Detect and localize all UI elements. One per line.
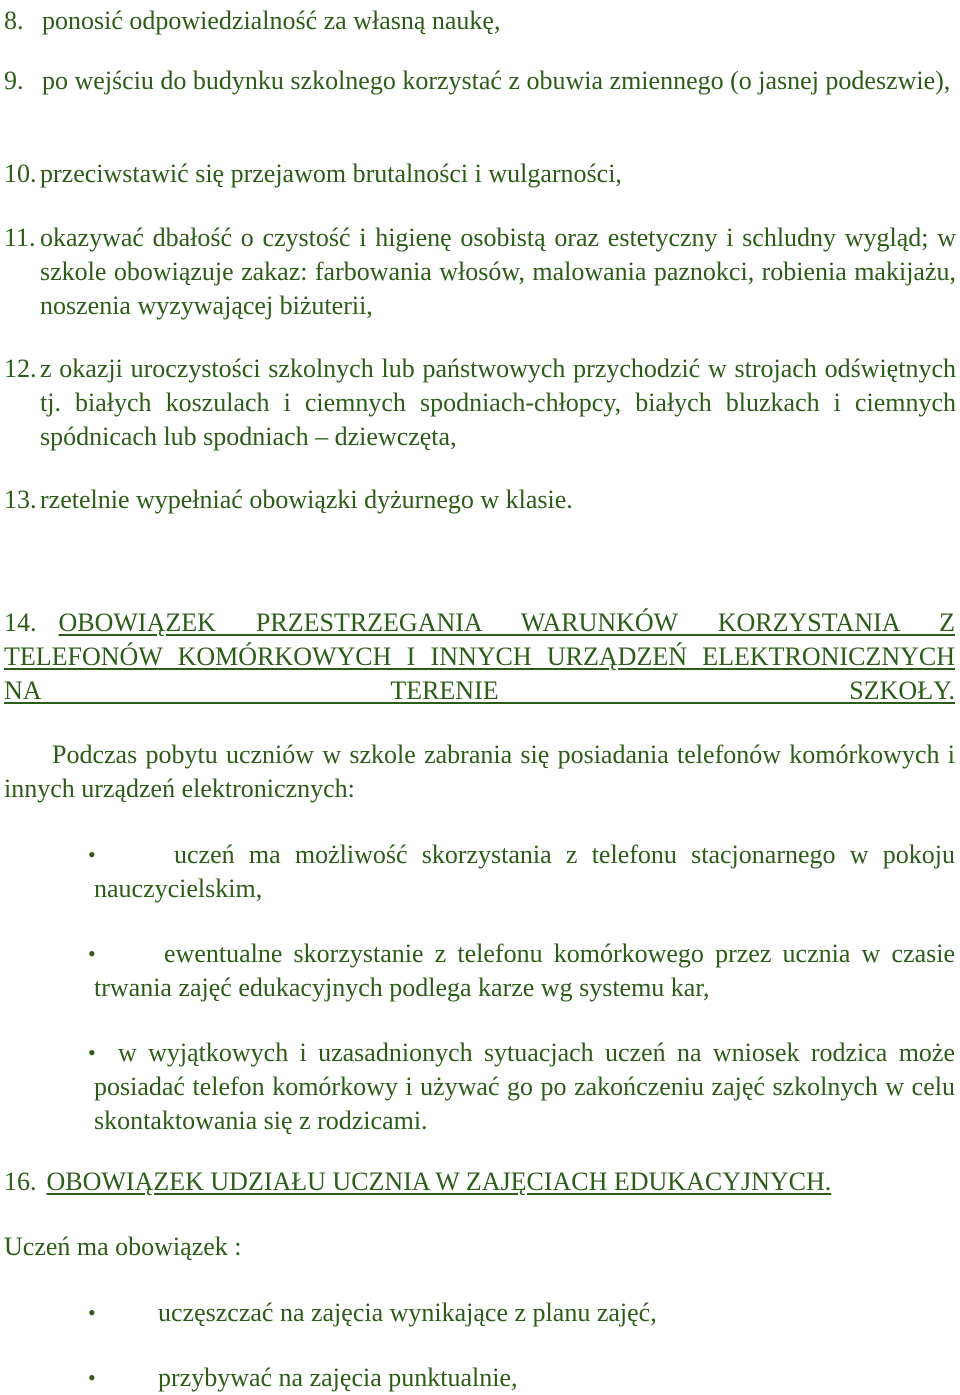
list-item-10 <box>4 157 956 191</box>
list-item-12 <box>4 352 956 454</box>
list-item-13 <box>4 483 956 517</box>
bullet-text: ewentualne skorzystanie z telefonu komórkowego przez ucznia w czasie trwania zajęć edukacyjnych podlega karze wg systemu kar, <box>94 939 955 1002</box>
list-item-11 <box>4 221 956 323</box>
list-item-9 <box>4 64 956 98</box>
section-title: OBOWIĄZEK UDZIAŁU UCZNIA W ZAJĘCIACH EDUKACYJNYCH. <box>46 1167 832 1196</box>
bullet-text: uczeń ma możliwość skorzystania z telefonu stacjonarnego w pokoju nauczycielskim, <box>94 840 955 903</box>
list-item-text: rzetelnie wypełniać obowiązki dyżurnego w klasie. <box>40 485 573 514</box>
bullet-icon: • <box>88 1300 96 1325</box>
list-item-text: po wejściu do budynku szkolnego korzystać z obuwia zmiennego (o jasnej podeszwie), <box>42 66 951 95</box>
section-14-heading <box>4 606 955 708</box>
list-item-number: 13. <box>4 485 37 514</box>
bullet-item <box>88 1296 955 1330</box>
list-item-8 <box>4 4 956 38</box>
section-16-intro: Uczeń ma obowiązek : <box>4 1232 242 1261</box>
list-item-text: przeciwstawić się przejawom brutalności i wulgarności, <box>40 159 622 188</box>
list-item-number: 9. <box>4 66 24 95</box>
bullet-text: przybywać na zajęcia punktualnie, <box>158 1363 518 1392</box>
list-item-number: 12. <box>4 354 37 383</box>
list-item-number: 10. <box>4 159 37 188</box>
list-item-text: z okazji uroczystości szkolnych lub państwowych przychodzić w strojach odświętnych tj. białych koszulach i ciemnych spodniach-chłopcy, białych bluzkach i ciemnych spódnicach lub spodniach – dziewczęta, <box>40 354 956 451</box>
section-number: 16. <box>4 1167 37 1196</box>
section-14-paragraph: Podczas pobytu uczniów w szkole zabrania się posiadania telefonów komórkowych i innych urządzeń elektronicznych: <box>4 740 955 803</box>
bullet-text: w wyjątkowych i uzasadnionych sytuacjach uczeń na wniosek rodzica może posiadać telefon komórkowy i używać go po zakończeniu zajęć szkolnych w celu skontaktowania się z rodzicami. <box>94 1038 955 1135</box>
list-item-number: 11. <box>4 223 36 252</box>
bullet-item <box>88 1036 955 1138</box>
section-16-heading <box>4 1165 831 1199</box>
bullet-icon: • <box>88 842 96 867</box>
list-item-text: ponosić odpowiedzialność za własną naukę, <box>42 6 501 35</box>
bullet-icon: • <box>88 941 96 966</box>
section-number: 14. <box>4 608 37 637</box>
bullet-text: uczęszczać na zajęcia wynikające z planu zajęć, <box>158 1298 657 1327</box>
bullet-item <box>88 1361 955 1395</box>
section-title: OBOWIĄZEK PRZESTRZEGANIA WARUNKÓW KORZYSTANIA Z TELEFONÓW KOMÓRKOWYCH I INNYCH URZĄDZEŃ ELEKTRONICZNYCH NA TERENIE SZKOŁY. <box>4 608 955 705</box>
bullet-item <box>88 937 955 1005</box>
bullet-icon: • <box>88 1365 96 1390</box>
bullet-icon: • <box>88 1040 96 1065</box>
list-item-number: 8. <box>4 6 24 35</box>
list-item-text: okazywać dbałość o czystość i higienę osobistą oraz estetyczny i schludny wygląd; w szkole obowiązuje zakaz: farbowania włosów, malowania paznokci, robienia makijażu, noszenia wyzywającej biżuterii, <box>40 223 956 320</box>
bullet-item <box>88 838 955 906</box>
